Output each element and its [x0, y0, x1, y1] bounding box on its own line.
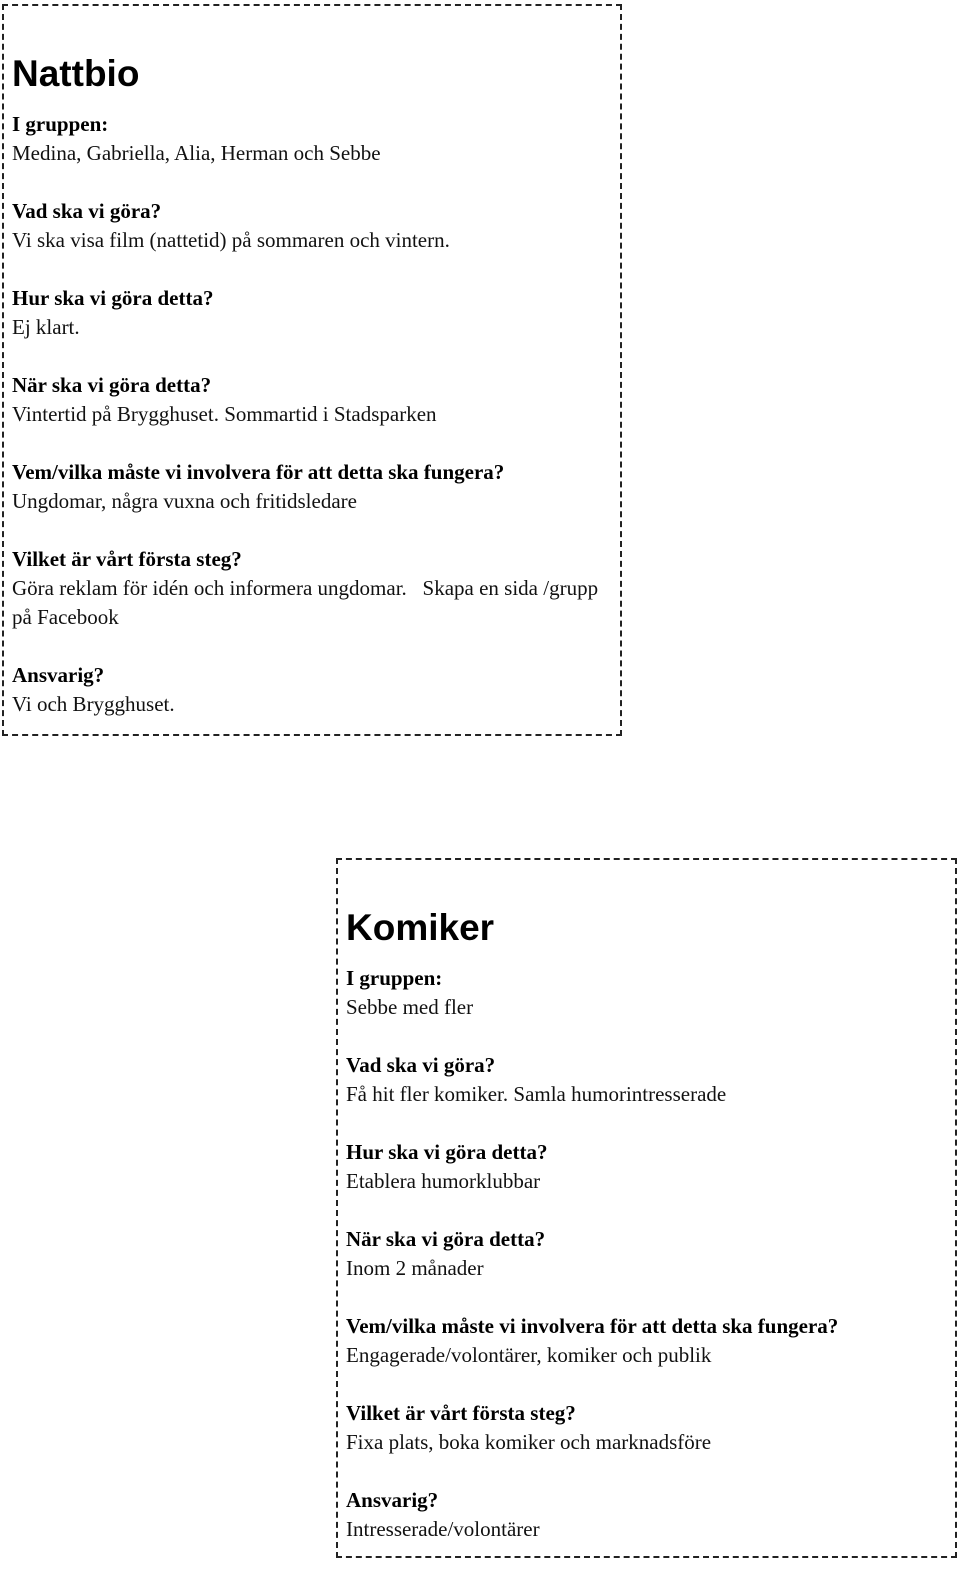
- answer-text: Vi och Brygghuset.: [12, 692, 175, 716]
- answer-text: Fixa plats, boka komiker och marknadsföre: [346, 1430, 712, 1454]
- question-label: I gruppen:: [12, 112, 109, 136]
- answer-text: Etablera humorklubbar: [346, 1169, 541, 1193]
- answer-text: Sebbe med fler: [346, 995, 474, 1019]
- answer-text: Inom 2 månader: [346, 1256, 484, 1280]
- question-label: Hur ska vi göra detta?: [12, 286, 214, 310]
- section-what: [12, 197, 616, 255]
- section-how: [12, 284, 616, 342]
- section-what: [346, 1051, 951, 1109]
- answer-text: Vintertid på Brygghuset. Sommartid i Stadsparken: [12, 402, 437, 426]
- question-label: Hur ska vi göra detta?: [346, 1140, 548, 1164]
- question-label: Vem/vilka måste vi involvera för att detta ska fungera?: [346, 1314, 839, 1338]
- question-label: Vilket är vårt första steg?: [346, 1401, 576, 1425]
- answer-text: Intresserade/volontärer: [346, 1517, 540, 1541]
- question-label: När ska vi göra detta?: [346, 1227, 546, 1251]
- question-label: Vilket är vårt första steg?: [12, 547, 242, 571]
- answer-text: Ungdomar, några vuxna och fritidsledare: [12, 489, 357, 513]
- section-responsible: [12, 661, 616, 719]
- question-label: När ska vi göra detta?: [12, 373, 212, 397]
- answer-text: Medina, Gabriella, Alia, Herman och Sebbe: [12, 141, 381, 165]
- section-responsible: [346, 1486, 951, 1544]
- answer-text: Vi ska visa film (nattetid) på sommaren och vintern.: [12, 228, 450, 252]
- card-title: Nattbio: [12, 53, 140, 94]
- answer-text: Engagerade/volontärer, komiker och publik: [346, 1343, 712, 1367]
- question-label: Vem/vilka måste vi involvera för att detta ska fungera?: [12, 460, 505, 484]
- question-label: Vad ska vi göra?: [12, 199, 162, 223]
- project-card-komiker: [336, 858, 957, 1558]
- section-group: [346, 964, 951, 1022]
- section-when: [12, 371, 616, 429]
- answer-text: Göra reklam för idén och informera ungdomar. Skapa en sida /grupp på Facebook: [12, 576, 604, 629]
- question-label: I gruppen:: [346, 966, 443, 990]
- answer-text: Ej klart.: [12, 315, 80, 339]
- section-involve: [12, 458, 616, 516]
- question-label: Ansvarig?: [346, 1488, 439, 1512]
- question-label: Vad ska vi göra?: [346, 1053, 496, 1077]
- section-first-step: [346, 1399, 951, 1457]
- answer-text: Få hit fler komiker. Samla humorintresserade: [346, 1082, 727, 1106]
- section-when: [346, 1225, 951, 1283]
- section-how: [346, 1138, 951, 1196]
- project-card-nattbio: [2, 4, 622, 736]
- section-group: [12, 110, 616, 168]
- question-label: Ansvarig?: [12, 663, 105, 687]
- card-title: Komiker: [346, 907, 495, 948]
- section-involve: [346, 1312, 951, 1370]
- section-first-step: [12, 545, 616, 632]
